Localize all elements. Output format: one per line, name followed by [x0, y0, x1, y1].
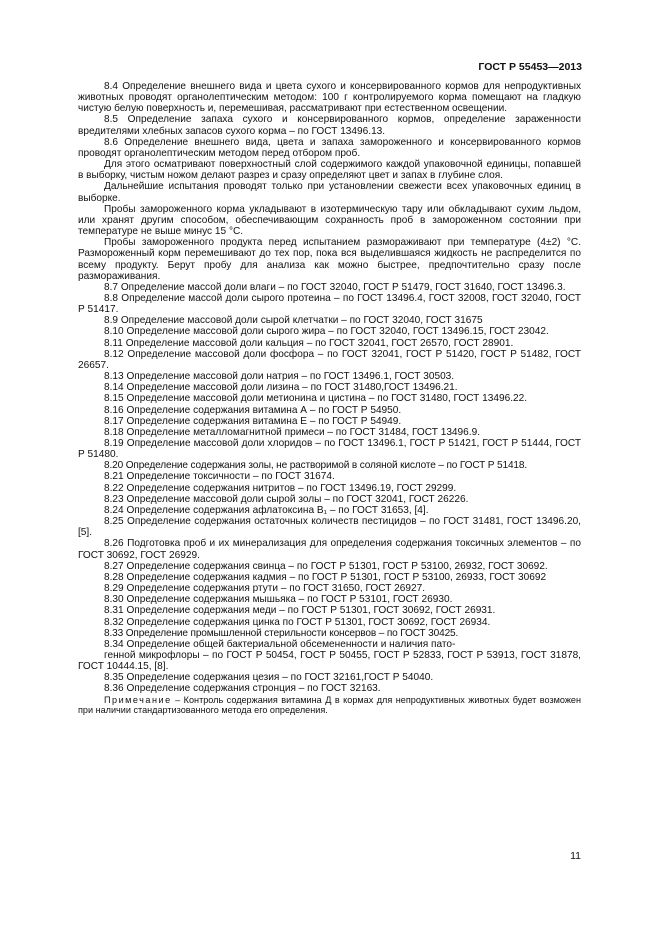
paragraph-8-18: 8.18 Определение металломагнитной примеси – по ГОСТ 31484, ГОСТ 13496.9.: [104, 426, 481, 438]
paragraph-defrosting: Пробы замороженного продукта перед испытанием размораживают при температуре (4±2) °С. Размороженный корм перемешивают до тех пор, пока вся выделившаяся жидкость не распределится по всему продукту. Берут пробу для анализа как можно быстрее, предпочтительно сразу после размораживания.: [78, 237, 581, 282]
paragraph-8-28: 8.28 Определение содержания кадмия – по ГОСТ Р 51301, ГОСТ Р 53100, 26933, ГОСТ 30692: [104, 571, 547, 583]
paragraph-8-20: 8.20 Определение содержания золы, не растворимой в соляной кислоте – по ГОСТ Р 51418.: [104, 460, 528, 472]
paragraph-8-16: 8.16 Определение содержания витамина А – по ГОСТ Р 54950.: [104, 404, 402, 416]
paragraph-8-29: 8.29 Определение содержания ртути – по ГОСТ 31650, ГОСТ 26927.: [104, 583, 426, 595]
paragraph-8-23: 8.23 Определение массовой доли сырой золы – по ГОСТ 32041, ГОСТ 26226.: [104, 493, 469, 505]
document-id: ГОСТ Р 55453—2013: [478, 61, 582, 73]
paragraph-8-34: 8.34 Определение общей бактериальной обсемененности и наличия пато-: [104, 638, 456, 650]
paragraph-8-13: 8.13 Определение массовой доли натрия – по ГОСТ 13496.1, ГОСТ 30503.: [104, 371, 455, 383]
paragraph-8-32: 8.32 Определение содержания цинка по ГОСТ Р 51301, ГОСТ 30692, ГОСТ 26934.: [104, 616, 491, 628]
page-number: 11: [570, 850, 581, 862]
note-paragraph: [78, 695, 581, 715]
paragraph-8-11: 8.11 Определение массовой доли кальция – по ГОСТ 32041, ГОСТ 26570, ГОСТ 28901.: [104, 337, 514, 349]
note-text: – Контроль содержания витамина Д в кормах для непродуктивных животных будет возможен при наличии стандартизованного метода его определения.: [78, 694, 581, 715]
paragraph-8-12: 8.12 Определение массовой доли фосфора – по ГОСТ 32041, ГОСТ Р 51420, ГОСТ Р 51482, ГОСТ 26657.: [78, 348, 581, 371]
document-body: [78, 81, 581, 715]
paragraph-8-27: 8.27 Определение содержания свинца – по ГОСТ Р 51301, ГОСТ Р 53100, 26932, ГОСТ 30692.: [104, 560, 548, 572]
paragraph-8-24: 8.24 Определение содержания афлатоксина B₁ – по ГОСТ 31653, [4].: [104, 504, 429, 516]
paragraph-8-21: 8.21 Определение токсичности – по ГОСТ 31674.: [104, 471, 335, 483]
paragraph-inspection: Для этого осматривают поверхностный слой содержимого каждой упаковочной единицы, попавшей в выборку, чистым ножом делают разрез и сразу определяют цвет и запах в глубине слоя.: [78, 159, 581, 182]
paragraph-8-6: 8.6 Определение внешнего вида, цвета и запаха замороженного и консервированного кормов проводят органолептическим методом перед отбором проб.: [78, 136, 581, 159]
paragraph-further-tests: Дальнейшие испытания проводят только при установлении свежести всех упаковочных единиц в выборке.: [78, 181, 581, 204]
paragraph-8-8: 8.8 Определение массой доли сырого протеина – по ГОСТ 13496.4, ГОСТ 32008, ГОСТ 32040, ГОСТ Р 51417.: [78, 292, 581, 316]
paragraph-8-19: 8.19 Определение массовой доли хлоридов – по ГОСТ 13496.1, ГОСТ Р 51421, ГОСТ Р 51444, ГОСТ Р 51480.: [78, 438, 581, 461]
paragraph-8-30: 8.30 Определение содержания мышьяка – по ГОСТ Р 53101, ГОСТ 26930.: [104, 594, 453, 606]
paragraph-8-31: 8.31 Определение содержания меди – по ГОСТ Р 51301, ГОСТ 30692, ГОСТ 26931.: [104, 605, 496, 617]
paragraph-8-26: 8.26 Подготовка проб и их минерализация для определения содержания токсичных элементов – по ГОСТ 30692, ГОСТ 26929.: [78, 538, 581, 561]
paragraph-8-14: 8.14 Определение массовой доли лизина – по ГОСТ 31480,ГОСТ 13496.21.: [104, 382, 458, 394]
paragraph-8-22: 8.22 Определение содержания нитритов – по ГОСТ 13496.19, ГОСТ 29299.: [104, 482, 457, 494]
paragraph-frozen-samples: Пробы замороженного корма укладывают в изотермическую тару или обкладывают сухим льдом, или хранят другим способом, обеспечивающим сохранность проб в замороженном состоянии при температуре не выше минус 15 °С.: [78, 203, 581, 238]
paragraph-8-17: 8.17 Определение содержания витамина Е – по ГОСТ Р 54949.: [104, 415, 402, 427]
paragraph-8-5: 8.5 Определение запаха сухого и консервированного кормов, определение зараженности вредителями хлебных запасов сухого корма – по ГОСТ 13496.13.: [78, 114, 581, 137]
paragraph-8-34-continued: генной микрофлоры – по ГОСТ Р 50454, ГОСТ Р 50455, ГОСТ Р 52833, ГОСТ Р 53913, ГОСТ 31878, ГОСТ 10444.15, [8].: [78, 649, 581, 673]
paragraph-8-4: 8.4 Определение внешнего вида и цвета сухого и консервированного кормов для непродуктивных животных проводят органолептическим методом: 100 г контролируемого корма помещают на гладкую чистую белую поверхность и, перемешивая, рассматривают при естественном освещении.: [78, 81, 581, 115]
paragraph-8-25: 8.25 Определение содержания остаточных количеств пестицидов – по ГОСТ 31481, ГОСТ 13496.20, [5].: [78, 516, 581, 539]
paragraph-8-33: 8.33 Определение промышленной стерильности консервов – по ГОСТ 30425.: [104, 627, 459, 639]
note-label: Примечание: [104, 694, 172, 705]
paragraph-8-10: 8.10 Определение массовой доли сырого жира – по ГОСТ 32040, ГОСТ 13496.15, ГОСТ 23042.: [104, 326, 549, 338]
paragraph-8-36: 8.36 Определение содержания стронция – по ГОСТ 32163.: [104, 683, 381, 695]
paragraph-8-35: 8.35 Определение содержания цезия – по ГОСТ 32161,ГОСТ Р 54040.: [104, 672, 434, 684]
paragraph-8-9: 8.9 Определение массовой доли сырой клетчатки – по ГОСТ 32040, ГОСТ 31675: [104, 315, 483, 327]
paragraph-8-7: 8.7 Определение массой доли влаги – по ГОСТ 32040, ГОСТ Р 51479, ГОСТ 31640, ГОСТ 13496.3.: [104, 281, 566, 293]
paragraph-8-15: 8.15 Определение массовой доли метионина и цистина – по ГОСТ 31480, ГОСТ 13496.22.: [104, 393, 528, 405]
